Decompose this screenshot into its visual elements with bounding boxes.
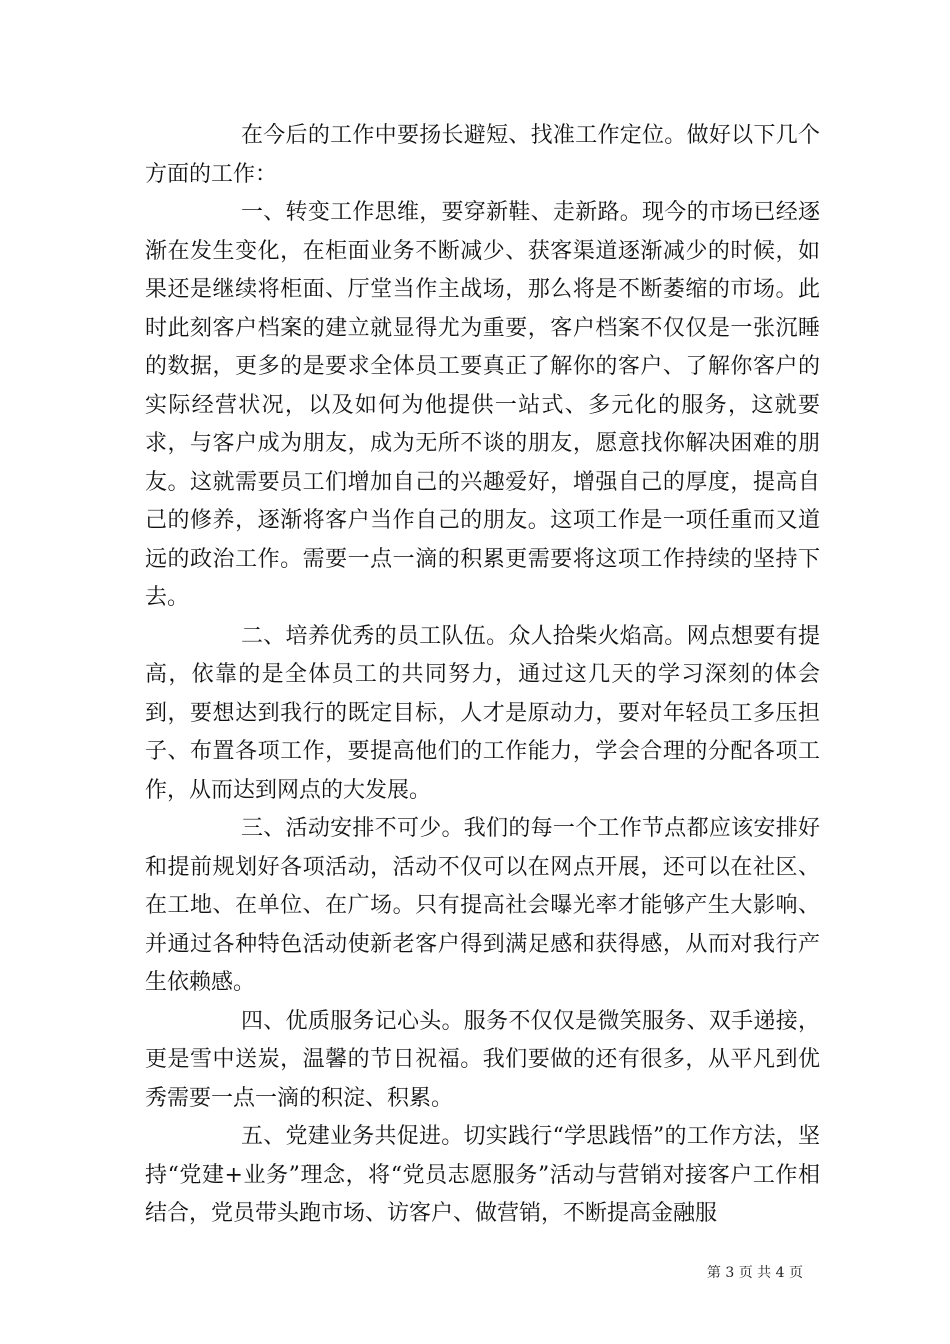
intro-paragraph: 在今后的工作中要扬长避短、找准工作定位。做好以下几个方面的工作： bbox=[145, 123, 820, 187]
section-one-paragraph: 一、转变工作思维，要穿新鞋、走新路。现今的市场已经逐渐在发生变化，在柜面业务不断减少、获客渠道逐渐减少的时候，如果还是继续将柜面、厅堂当作主战场，那么将是不断萎缩的市场。此时此刻客户档案的建立就显得尤为重要，客户档案不仅仅是一张沉睡的数据，更多的是要求全体员工要真正了解你的客户、了解你客户的实际经营状况，以及如何为他提供一站式、多元化的服务，这就要求，与客户成为朋友，成为无所不谈的朋友，愿意找你解决困难的朋友。这就需要员工们增加自己的兴趣爱好，增强自己的厚度，提高自己的修养，逐渐将客户当作自己的朋友。这项工作是一项任重而又道远的政治工作。需要一点一滴的积累更需要将这项工作持续的坚持下去。 bbox=[145, 200, 820, 610]
section-four-paragraph: 四、优质服务记心头。服务不仅仅是微笑服务、双手递接，更是雪中送炭，温馨的节日祝福。我们要做的还有很多，从平凡到优秀需要一点一滴的积淀、积累。 bbox=[145, 1008, 820, 1111]
document-body bbox=[145, 117, 820, 1234]
section-three-paragraph: 三、活动安排不可少。我们的每一个工作节点都应该安排好和提前规划好各项活动，活动不仅可以在网点开展，还可以在社区、在工地、在单位、在广场。只有提高社会曝光率才能够产生大影响、并通过各种特色活动使新老客户得到满足感和获得感，从而对我行产生依赖感。 bbox=[145, 816, 820, 995]
section-two-paragraph: 二、培养优秀的员工队伍。众人拾柴火焰高。网点想要有提高，依靠的是全体员工的共同努力，通过这几天的学习深刻的体会到，要想达到我行的既定目标，人才是原动力，要对年轻员工多压担子、布置各项工作，要提高他们的工作能力，学会合理的分配各项工作，从而达到网点的大发展。 bbox=[145, 623, 820, 803]
page-number-footer: 第 3 页 共 4 页 bbox=[706, 1265, 803, 1281]
section-five-paragraph: 五、党建业务共促进。切实践行“学思践悟”的工作方法，坚持“党建+业务”理念，将“党员志愿服务”活动与营销对接客户工作相结合，党员带头跑市场、访客户、做营销，不断提高金融服 bbox=[145, 1124, 820, 1226]
